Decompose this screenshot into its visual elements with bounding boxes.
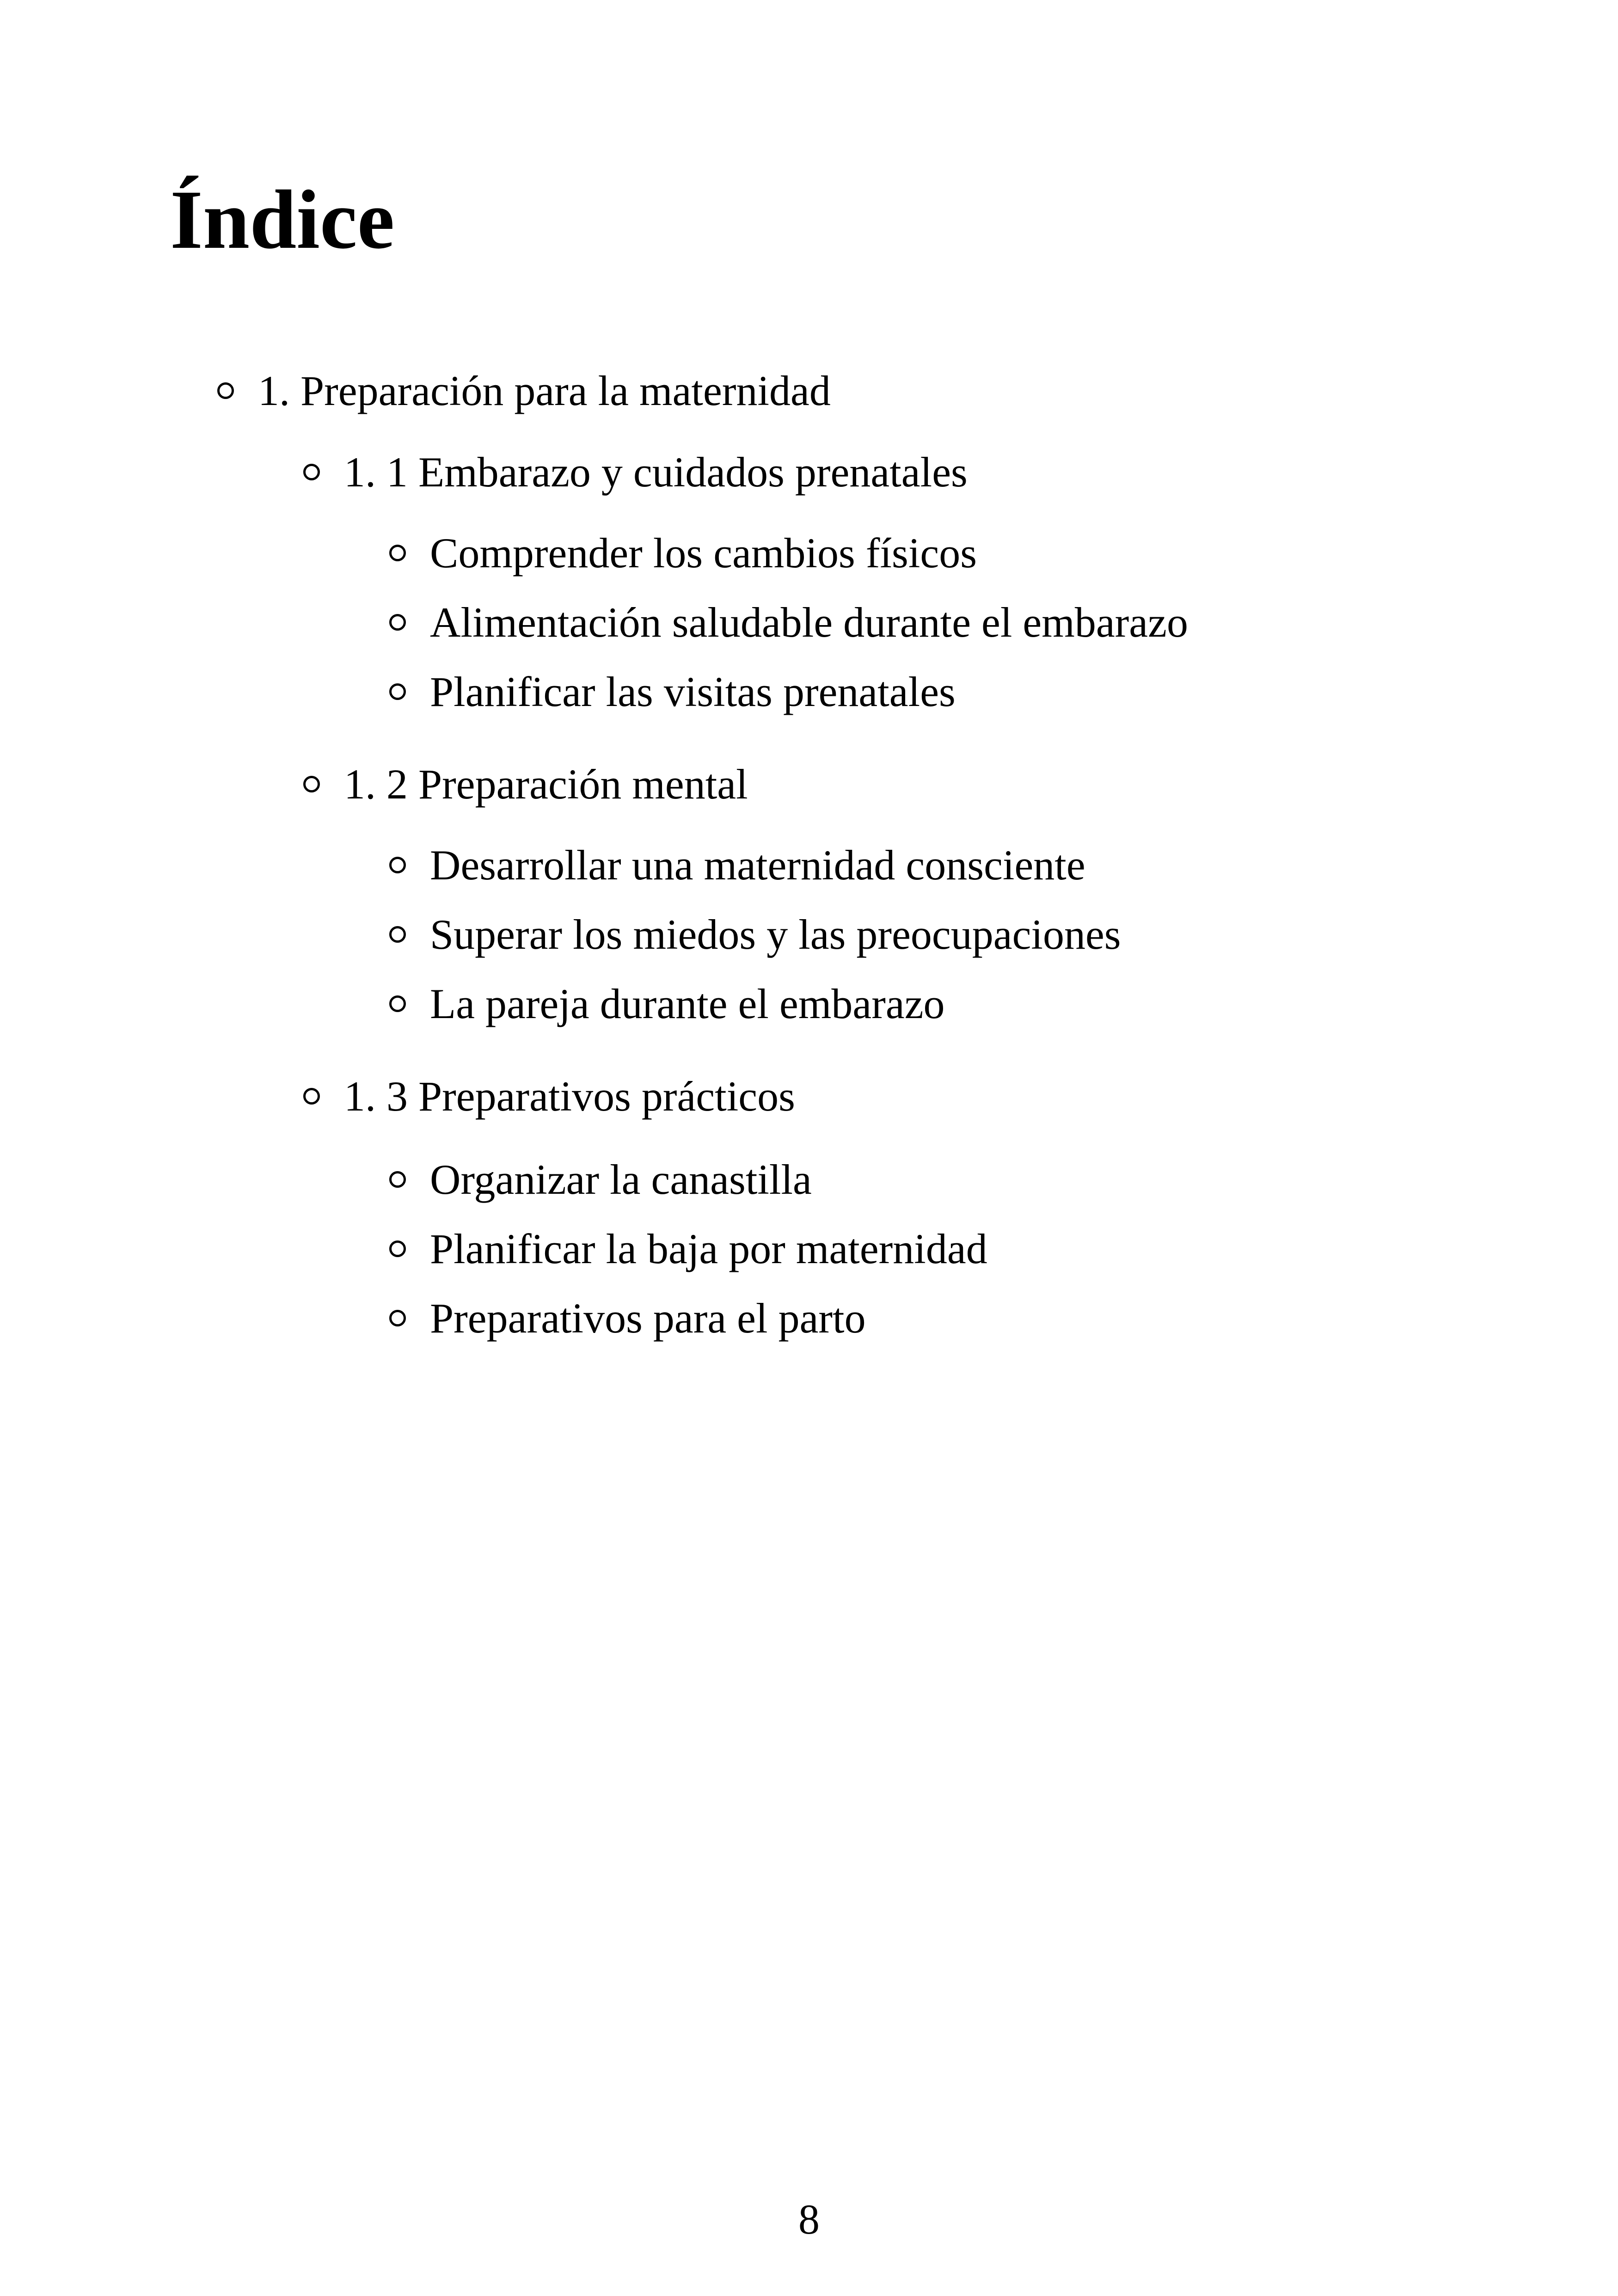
circle-bullet-icon	[389, 926, 406, 943]
circle-bullet-icon	[389, 1310, 406, 1326]
toc-section-1-2[interactable]	[303, 749, 748, 819]
toc-item[interactable]	[389, 830, 1085, 900]
toc-entry-label: Alimentación saludable durante el embarazo	[430, 599, 1188, 646]
circle-bullet-icon	[389, 614, 406, 631]
toc-item[interactable]	[389, 1214, 987, 1283]
circle-bullet-icon	[389, 545, 406, 561]
toc-entry-label: Planificar las visitas prenatales	[430, 668, 956, 715]
toc-entry-label: La pareja durante el embarazo	[430, 980, 945, 1027]
toc-entry-label: Preparativos para el parto	[430, 1295, 866, 1342]
toc-entry-label: 1. 1 Embarazo y cuidados prenatales	[344, 448, 968, 496]
toc-item[interactable]	[389, 588, 1188, 657]
page-title: Índice	[170, 173, 395, 266]
toc-item[interactable]	[389, 1145, 812, 1214]
toc-entry-label: 1. 3 Preparativos prácticos	[344, 1073, 795, 1120]
circle-bullet-icon	[303, 776, 320, 792]
toc-item[interactable]	[389, 900, 1121, 969]
circle-bullet-icon	[217, 382, 234, 399]
toc-entry-label: 1. 2 Preparación mental	[344, 761, 748, 808]
toc-entry-label: 1. Preparación para la maternidad	[258, 367, 831, 414]
toc-section-1-3[interactable]	[303, 1062, 795, 1131]
circle-bullet-icon	[389, 683, 406, 700]
toc-entry-label: Planificar la baja por maternidad	[430, 1225, 987, 1272]
circle-bullet-icon	[389, 1171, 406, 1188]
toc-item[interactable]	[389, 969, 945, 1038]
toc-chapter-1[interactable]	[217, 356, 831, 425]
toc-item[interactable]	[389, 518, 977, 588]
toc-entry-label: Superar los miedos y las preocupaciones	[430, 911, 1121, 958]
toc-entry-label: Desarrollar una maternidad consciente	[430, 841, 1085, 889]
toc-entry-label: Organizar la canastilla	[430, 1156, 812, 1203]
circle-bullet-icon	[303, 464, 320, 480]
circle-bullet-icon	[389, 995, 406, 1012]
toc-item[interactable]	[389, 657, 956, 726]
toc-entry-label: Comprender los cambios físicos	[430, 529, 977, 577]
toc-item[interactable]	[389, 1283, 866, 1353]
circle-bullet-icon	[389, 1240, 406, 1257]
circle-bullet-icon	[389, 857, 406, 873]
toc-section-1-1[interactable]	[303, 437, 968, 507]
page-number: 8	[798, 2196, 820, 2243]
circle-bullet-icon	[303, 1088, 320, 1105]
